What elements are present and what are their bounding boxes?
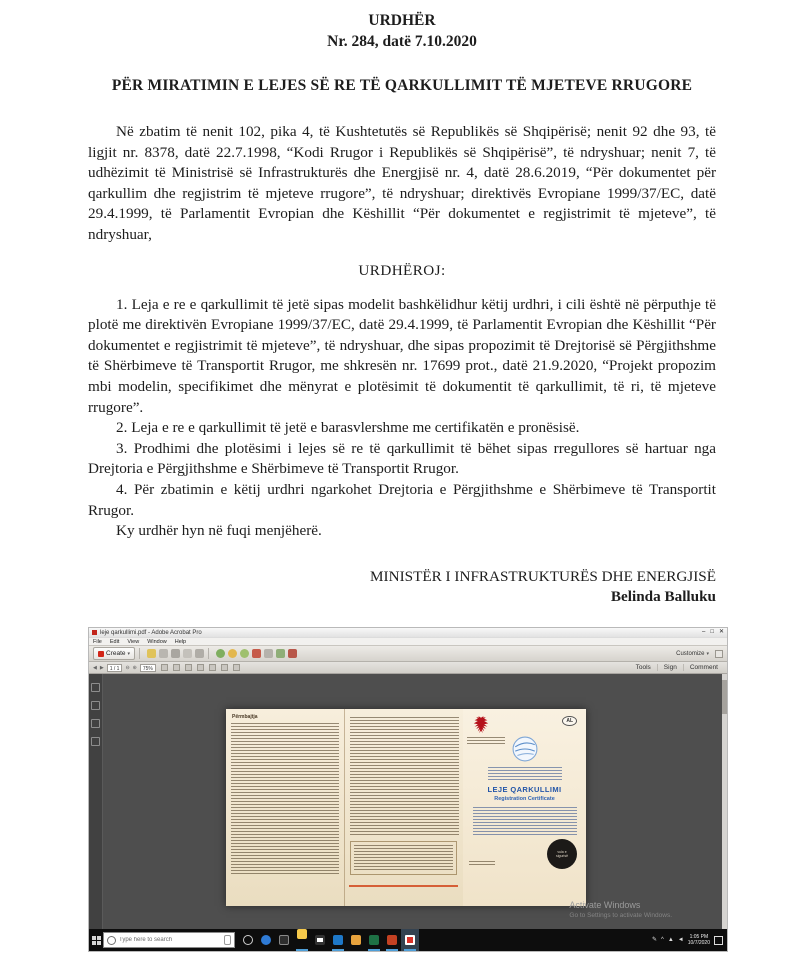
customize-button[interactable]: Customize ▾ — [676, 650, 709, 657]
fullscreen-icon[interactable] — [197, 664, 204, 671]
flag-icon[interactable] — [252, 649, 261, 658]
window-pane-icon[interactable] — [715, 650, 723, 658]
store-icon — [279, 935, 289, 945]
microphone-icon[interactable] — [224, 935, 231, 945]
open-file-icon[interactable] — [147, 649, 156, 658]
export-icon[interactable] — [276, 649, 285, 658]
doc-number-date: Nr. 284, datë 7.10.2020 — [327, 33, 477, 50]
chevron-down-icon: ▾ — [127, 650, 131, 657]
page-number-field[interactable]: 1 / 1 — [107, 664, 123, 672]
cortana-ring-icon — [107, 936, 116, 945]
tab-tools[interactable]: Tools — [635, 664, 651, 671]
taskbar-clock[interactable]: 1:05 PM 10/7/2020 — [687, 934, 710, 946]
next-page-icon[interactable]: ▶ — [99, 664, 104, 671]
single-page-view-icon[interactable] — [161, 664, 168, 671]
approve-icon[interactable] — [240, 649, 249, 658]
powerpoint-button[interactable] — [383, 929, 401, 951]
activate-windows-watermark: Activate Windows Go to Settings to activate Windows. — [569, 900, 672, 919]
tab-comment[interactable]: Comment — [683, 664, 724, 671]
previous-page-icon[interactable]: ◀ — [93, 664, 97, 671]
scrollbar-thumb[interactable] — [722, 680, 727, 714]
cortana-icon — [261, 935, 271, 945]
acrobat-taskbar-icon — [405, 935, 415, 945]
albanian-eagle-emblem — [473, 716, 489, 734]
certificate-subtitle: Registration Certificate — [494, 796, 555, 802]
doc-order-heading: URDHËROJ: — [358, 261, 446, 279]
select-tool-icon[interactable] — [221, 664, 228, 671]
comment-icon[interactable] — [216, 649, 225, 658]
volume-icon[interactable]: ◄ — [677, 937, 684, 943]
stamp-icon[interactable] — [288, 649, 297, 658]
window-title: leje qarkullimi.pdf - Adobe Acrobat Pro — [100, 629, 202, 636]
store-button[interactable] — [275, 929, 293, 951]
agency-globe-logo — [512, 736, 538, 762]
doc-item-3: 3. Prodhimi dhe plotësimi i lejes së re të qarkullimit të bëhet sipas rregullores së hartuar nga Drejtoria e Përgjithshme e Shërbimeve të Transportit Rrugor. — [88, 439, 716, 478]
photos-icon — [351, 935, 361, 945]
contents-list-text — [231, 723, 339, 876]
acrobat-screenshot — [88, 627, 728, 952]
task-view-button[interactable] — [239, 929, 257, 951]
certificate-cover-panel — [463, 709, 586, 906]
menu-file[interactable]: File — [93, 638, 102, 645]
ministry-name-text — [467, 737, 505, 744]
signature-title: MINISTËR I INFRASTRUKTURËS DHE ENERGJISË — [370, 567, 716, 585]
edge-icon — [333, 935, 343, 945]
vertical-scrollbar[interactable] — [722, 674, 727, 931]
excel-button[interactable] — [365, 929, 383, 951]
system-tray — [652, 929, 727, 951]
save-icon[interactable] — [159, 649, 168, 658]
taskbar-apps — [239, 929, 419, 951]
windows-taskbar — [89, 929, 727, 951]
task-view-icon — [243, 935, 253, 945]
adobe-icon — [98, 651, 104, 657]
doc-title: URDHËR — [368, 12, 436, 29]
minimize-icon[interactable]: – — [702, 629, 706, 635]
rotate-view-icon[interactable] — [209, 664, 216, 671]
cortana-button[interactable] — [257, 929, 275, 951]
search-placeholder: Type here to search — [119, 937, 173, 943]
file-explorer-button[interactable] — [293, 929, 311, 951]
navigation-toolbar — [89, 662, 727, 674]
page-thumbnails-icon[interactable] — [91, 683, 100, 692]
zoom-level-field[interactable]: 75% — [140, 664, 156, 672]
fit-page-icon[interactable] — [185, 664, 192, 671]
table-rows-text — [354, 845, 453, 871]
highlight-icon[interactable] — [228, 649, 237, 658]
email-icon[interactable] — [183, 649, 192, 658]
registration-certificate-page — [226, 709, 586, 906]
doc-heading: PËR MIRATIMIN E LEJES SË RE TË QARKULLIMIT TË MJETEVE RRUGORE — [111, 77, 693, 94]
order-document — [88, 12, 716, 606]
warning-text-line — [349, 885, 458, 887]
menu-window[interactable]: Window — [147, 638, 167, 645]
issuing-authority-text — [488, 767, 562, 780]
categories-table — [350, 841, 457, 875]
contents-heading: Përmbajtja — [232, 714, 258, 720]
print-icon[interactable] — [171, 649, 180, 658]
bookmarks-icon[interactable] — [91, 701, 100, 710]
pdf-content-pane — [89, 674, 727, 931]
powerpoint-icon — [387, 935, 397, 945]
action-center-icon[interactable] — [714, 936, 723, 945]
navigation-pane-strip — [89, 674, 103, 931]
certificate-notice-text — [473, 807, 577, 837]
doc-item-4: 4. Për zbatimin e këtij urdhri ngarkohet Drejtoria e Përgjithshme e Shërbimeve të Transportit Rrugor. — [88, 480, 716, 519]
signature-field-text — [469, 861, 495, 866]
signatures-icon[interactable] — [91, 737, 100, 746]
hand-tool-icon[interactable] — [233, 664, 240, 671]
certificate-panel-middle — [344, 709, 463, 906]
doc-item-2: 2. Leja e re e qarkullimit të jetë e barasvlershme me certifikatën e pronësisë. — [116, 419, 580, 437]
menu-view[interactable]: View — [127, 638, 140, 645]
maximize-icon[interactable]: □ — [710, 629, 714, 635]
main-toolbar — [89, 645, 727, 662]
country-badge: AL — [562, 716, 577, 726]
taskbar-search-input[interactable] — [103, 932, 235, 948]
windows-logo-icon — [92, 936, 101, 945]
network-icon[interactable]: ▲ — [667, 937, 674, 943]
zoom-out-icon[interactable]: ⊖ — [125, 664, 130, 671]
share-icon[interactable] — [195, 649, 204, 658]
signature-name: Belinda Balluku — [610, 587, 716, 605]
tab-sign[interactable]: Sign — [657, 664, 683, 671]
chevron-down-icon: ▾ — [706, 650, 709, 657]
security-seal: vula e sigurisë — [547, 839, 577, 869]
mail-icon — [315, 935, 325, 945]
fit-width-icon[interactable] — [173, 664, 180, 671]
excel-icon — [369, 935, 379, 945]
menu-bar — [89, 637, 727, 645]
attach-icon[interactable] — [264, 649, 273, 658]
window-title-bar — [89, 628, 727, 637]
edge-button[interactable] — [329, 929, 347, 951]
contents-list-text — [350, 717, 459, 835]
certificate-panel-contents — [226, 709, 344, 906]
doc-closing: Ky urdhër hyn në fuqi menjëherë. — [116, 522, 322, 540]
start-button[interactable] — [89, 929, 103, 951]
doc-preamble: Në zbatim të nenit 102, pika 4, të Kushtetutës së Republikës së Shqipërisë; nenit 92 dhe 93, të ligjit nr. 8378, datë 22.7.1998, “Kodi Rrugor i Republikës së Shqipërisë”, të ndryshuar; nenit 7, të udhëzimit të Ministrisë së Infrastrukturës dhe Energjisë nr. 4, datë 28.6.2019, “Për dokumentet për qarkullim dhe regjistrim të mjeteve rrugore”, të ndryshuar; direktivës Evropiane 1999/37/EC, datë 29.4.1999, të Parlamentit Evropian dhe Këshillit “Për dokumentet e regjistrimit të mjeteve”, të ndryshuar, — [88, 123, 716, 243]
show-hidden-icons-chevron[interactable]: ^ — [661, 937, 664, 943]
photos-button[interactable] — [347, 929, 365, 951]
acrobat-app-icon — [92, 630, 97, 635]
file-explorer-icon — [297, 929, 307, 939]
create-button[interactable]: Create ▾ — [93, 647, 135, 660]
menu-edit[interactable]: Edit — [109, 638, 120, 645]
menu-help[interactable]: Help — [174, 638, 187, 645]
certificate-title: LEJE QARKULLIMI — [487, 785, 562, 794]
attachments-icon[interactable] — [91, 719, 100, 728]
pen-workspace-icon[interactable]: ✎ — [651, 937, 658, 943]
mail-button[interactable] — [311, 929, 329, 951]
signature-block — [88, 568, 716, 606]
acrobat-taskbar-button[interactable] — [401, 929, 419, 951]
doc-item-1: 1. Leja e re e qarkullimit të jetë sipas modelit bashkëlidhur këtij urdhri, i cili është në përputhje të plotë me direktivën Evropiane 1999/37/EC, datë 29.4.1999, të Parlamentit Evropian dhe Këshillit “Për dokumentet e regjistrimit të mjeteve”, të ndryshuar, dhe sipas propozimit të Drejtorisë së Përgjithshme të Shërbimeve të Transportit Rrugor, me shkresën nr. 17699 prot., datë 21.9.2020, “Projekt propozim mbi modelin, specifikimet dhe mënyrat e plotësimit të dokumentit të qarkullimit, të ri, të mjeteve rrugore”. — [88, 295, 716, 416]
close-icon[interactable]: ✕ — [718, 629, 724, 635]
zoom-in-icon[interactable]: ⊕ — [132, 664, 137, 671]
